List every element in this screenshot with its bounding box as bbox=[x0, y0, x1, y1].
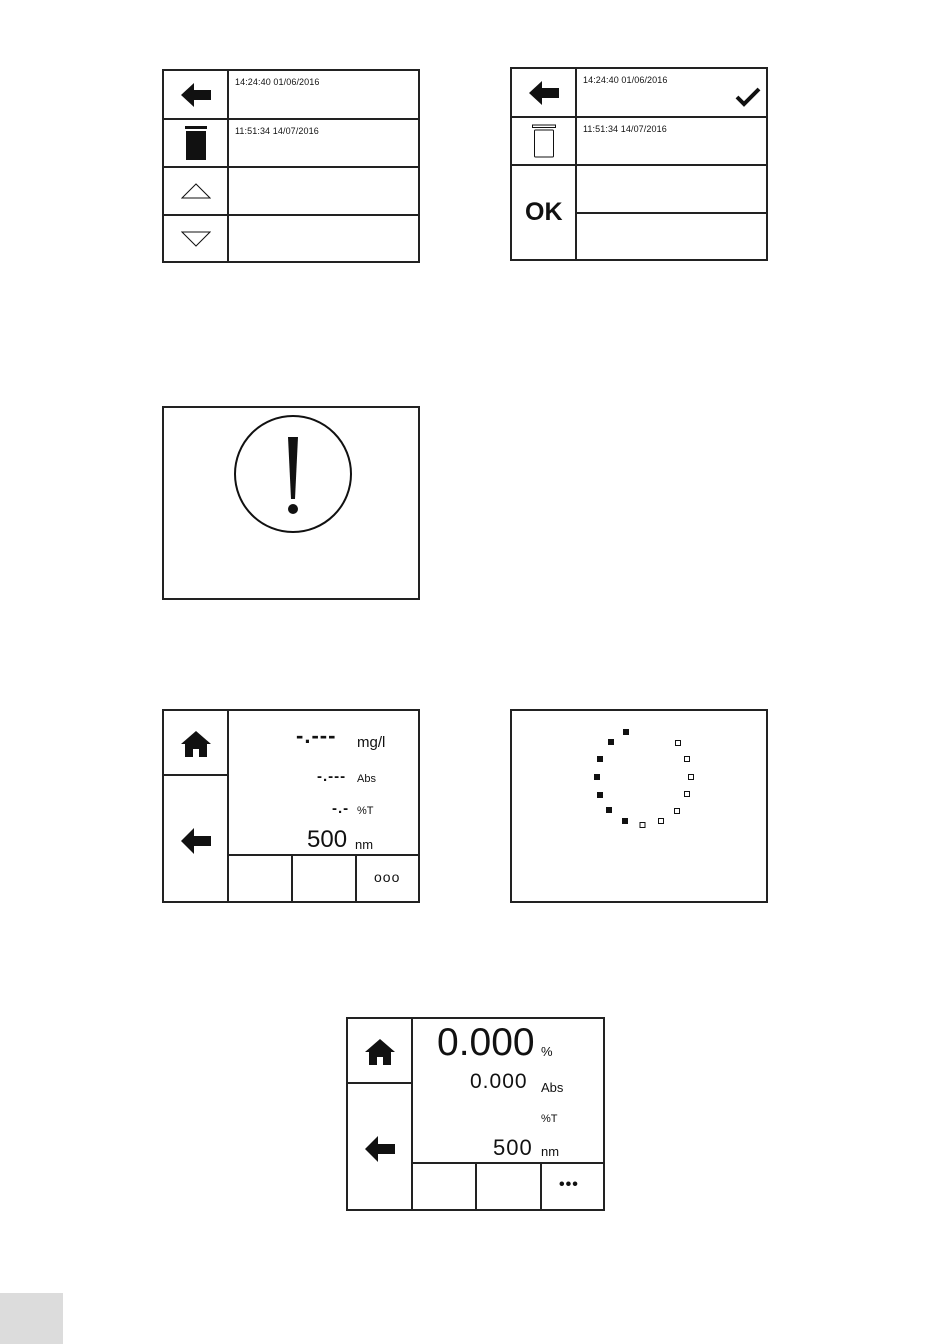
measure-blank-screen bbox=[162, 709, 420, 903]
abs-value: 0.000 bbox=[470, 1070, 528, 1093]
readout-area bbox=[413, 1019, 603, 1162]
back-arrow-icon bbox=[181, 828, 211, 854]
loading-spinner-icon bbox=[587, 726, 697, 836]
scroll-down-icon bbox=[181, 231, 211, 247]
softkey-2[interactable] bbox=[477, 1164, 540, 1211]
file-row[interactable] bbox=[577, 118, 766, 164]
abs-value: -.--- bbox=[317, 768, 347, 785]
file-row-selected[interactable] bbox=[577, 69, 766, 116]
primary-unit: % bbox=[541, 1044, 553, 1059]
softkey-1[interactable] bbox=[229, 856, 291, 903]
wavelength-value: 500 bbox=[307, 826, 348, 853]
primary-value: 0.000 bbox=[437, 1021, 535, 1064]
wavelength-unit: nm bbox=[355, 837, 374, 852]
file-row[interactable] bbox=[229, 71, 418, 118]
readout-area bbox=[229, 711, 418, 854]
back-arrow-icon bbox=[181, 83, 211, 107]
page-edge-tab bbox=[0, 1293, 63, 1344]
back-button[interactable] bbox=[512, 69, 575, 116]
softkey-1[interactable] bbox=[413, 1164, 475, 1211]
file-timestamp: 14:24:40 01/06/2016 bbox=[235, 77, 320, 87]
wavelength-value: 500 bbox=[493, 1135, 533, 1160]
home-icon bbox=[365, 1039, 395, 1065]
ok-button[interactable] bbox=[512, 166, 575, 261]
back-arrow-icon bbox=[365, 1136, 395, 1162]
abs-unit: Abs bbox=[541, 1080, 564, 1095]
scroll-up-icon bbox=[181, 183, 211, 199]
file-list-screen bbox=[162, 69, 420, 263]
primary-unit: mg/l bbox=[357, 734, 386, 751]
empty-row bbox=[229, 168, 418, 214]
back-arrow-icon bbox=[529, 81, 559, 105]
more-button[interactable] bbox=[542, 1164, 603, 1211]
empty-row bbox=[229, 216, 418, 263]
back-button[interactable] bbox=[348, 1084, 411, 1211]
home-button[interactable] bbox=[164, 711, 227, 774]
file-timestamp: 11:51:34 14/07/2016 bbox=[583, 124, 667, 134]
trash-outline-icon bbox=[532, 124, 556, 158]
checkmark-icon bbox=[735, 87, 761, 107]
wavelength-unit: nm bbox=[541, 1144, 560, 1159]
delete-button[interactable] bbox=[512, 118, 575, 164]
abs-unit: Abs bbox=[357, 773, 376, 785]
more-icon: ••• bbox=[559, 1176, 579, 1193]
home-icon bbox=[181, 731, 211, 757]
measure-result-screen bbox=[346, 1017, 605, 1211]
back-button[interactable] bbox=[164, 776, 227, 903]
softkey-2[interactable] bbox=[293, 856, 355, 903]
loading-screen bbox=[510, 709, 768, 903]
trash-icon bbox=[185, 126, 207, 160]
scroll-up-button[interactable] bbox=[164, 168, 227, 214]
transmittance-unit: %T bbox=[541, 1113, 558, 1125]
back-button[interactable] bbox=[164, 71, 227, 118]
more-button[interactable] bbox=[357, 856, 418, 903]
exclamation-circle-icon bbox=[232, 413, 354, 535]
primary-value: -.--- bbox=[296, 723, 337, 748]
warning-screen bbox=[162, 406, 420, 600]
transmittance-unit: %T bbox=[357, 805, 374, 817]
file-timestamp: 11:51:34 14/07/2016 bbox=[235, 126, 319, 136]
transmittance-value: -.- bbox=[332, 800, 350, 817]
file-select-screen bbox=[510, 67, 768, 261]
more-icon: ooo bbox=[374, 869, 401, 885]
delete-button[interactable] bbox=[164, 120, 227, 166]
ok-label: OK bbox=[525, 198, 563, 226]
empty-row bbox=[577, 166, 766, 212]
empty-row bbox=[577, 214, 766, 261]
file-timestamp: 14:24:40 01/06/2016 bbox=[583, 75, 668, 85]
scroll-down-button[interactable] bbox=[164, 216, 227, 263]
file-row[interactable] bbox=[229, 120, 418, 166]
home-button[interactable] bbox=[348, 1019, 411, 1082]
